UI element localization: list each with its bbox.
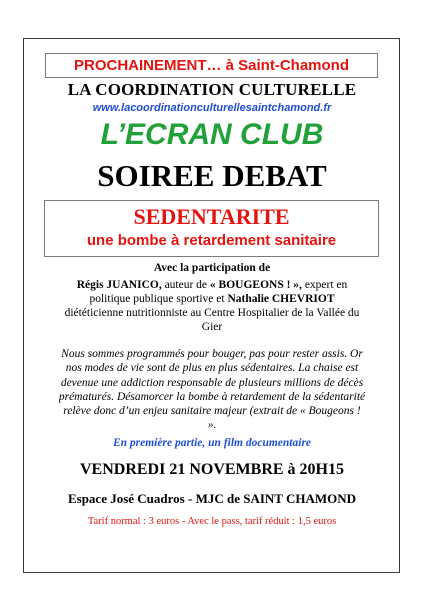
person1-name: Régis JUANICO, <box>76 279 162 291</box>
first-part-note: En première partie, un film documentaire <box>112 437 312 449</box>
soon-label: PROCHAINEMENT… à Saint-Chamond <box>73 57 349 74</box>
event-venue: Espace José Cuadros - MJC de SAINT CHAMOND <box>67 491 357 506</box>
person2-role: diététicienne nutritionniste au Centre Hospitalier de la Vallée du Gier <box>64 307 360 333</box>
event-datetime: VENDREDI 21 NOVEMBRE à 20H15 <box>79 461 344 478</box>
organization-name: LA COORDINATION CULTURELLE <box>67 80 357 99</box>
soon-banner <box>45 53 378 78</box>
club-title: L’ECRAN CLUB <box>100 118 324 151</box>
theme-box <box>44 200 379 257</box>
website-link[interactable]: www.lacoordinationculturellesaintchamond.fr <box>92 102 332 114</box>
event-title: SOIREE DEBAT <box>97 158 327 193</box>
pricing-text: Tarif normal : 3 euros - Avec le pass, tarif réduit : 1,5 euros <box>87 516 337 527</box>
participation-intro: Avec la participation de <box>153 262 271 274</box>
book-title: « BOUGEONS ! », <box>209 279 302 291</box>
theme-headline: SEDENTARITE <box>133 204 290 229</box>
person2-name: Nathalie CHEVRIOT <box>227 293 335 305</box>
person1-mid: auteur de <box>161 279 210 291</box>
theme-subtitle: une bombe à retardement sanitaire <box>86 232 337 249</box>
description-text: Nous sommes programmés pour bouger, pas pour rester assis. Or nos modes de vie sont de plus en plus sédentaires. La chaise est devenue une addiction responsable de plusieurs millions de décès prématurés. Désamorcer la bombe à retardement de la sédentarité relève donc d’un enjeu sanitaire majeur (extrait de « Bougeons ! ». <box>58 348 366 432</box>
participants-text <box>62 278 362 334</box>
person1-role: expert en politique publique sportive et <box>89 279 348 305</box>
